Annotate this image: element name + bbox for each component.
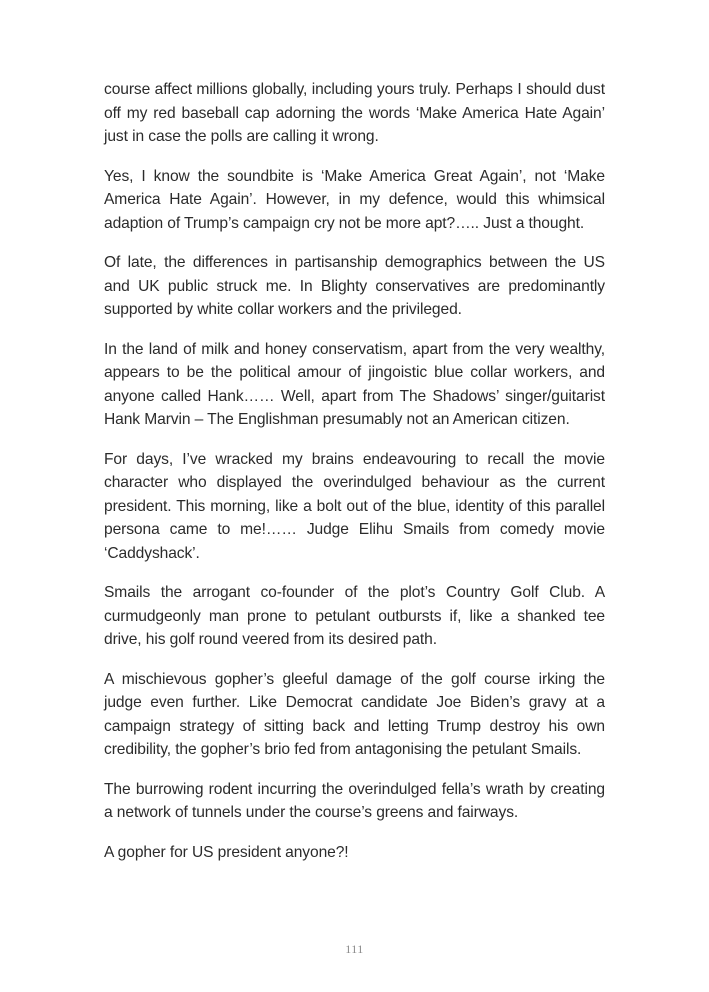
paragraph-7: A mischievous gopher’s gleeful damage of the golf course irking the judge even further. Like Democrat candidate Joe Biden’s gravy at a campaign strategy of sitting back and letting Trump destroy his own credibility, the gopher’s brio fed from antagonising the petulant Smails. bbox=[104, 670, 605, 758]
paragraph-5: For days, I’ve wracked my brains endeavouring to recall the movie character who displayed the overindulged behaviour as the current president. This morning, like a bolt out of the blue, identity of this parallel persona came to me!…… Judge Elihu Smails from comedy movie ‘Caddyshack’. bbox=[104, 450, 605, 562]
paragraph-2: Yes, I know the soundbite is ‘Make America Great Again’, not ‘Make America Hate Again’. However, in my defence, would this whimsical adaption of Trump’s campaign cry not be more apt?….. Just a thought. bbox=[104, 167, 605, 232]
page-number: 111 bbox=[345, 942, 364, 956]
paragraph-6: Smails the arrogant co-founder of the plot’s Country Golf Club. A curmudgeonly man prone to petulant outbursts if, like a shanked tee drive, his golf round veered from its desired path. bbox=[104, 584, 605, 648]
paragraph-1: course affect millions globally, including yours truly. Perhaps I should dust off my red baseball cap adorning the words ‘Make America Hate Again’ just in case the polls are calling it wrong. bbox=[104, 81, 605, 145]
paragraph-9: A gopher for US president anyone?! bbox=[104, 843, 349, 861]
body-text bbox=[104, 78, 605, 880]
paragraph-8: The burrowing rodent incurring the overindulged fella’s wrath by creating a network of tunnels under the course’s greens and fairways. bbox=[104, 780, 605, 821]
paragraph-3: Of late, the differences in partisanship demographics between the US and UK public struck me. In Blighty conservatives are predominantly supported by white collar workers and the privileged. bbox=[104, 254, 605, 318]
paragraph-4: In the land of milk and honey conservatism, apart from the very wealthy, appears to be the political amour of jingoistic blue collar workers, and anyone called Hank…… Well, apart from The Shadows’ singer/guitarist Hank Marvin – The Englishman presumably not an American citizen. bbox=[104, 340, 605, 428]
